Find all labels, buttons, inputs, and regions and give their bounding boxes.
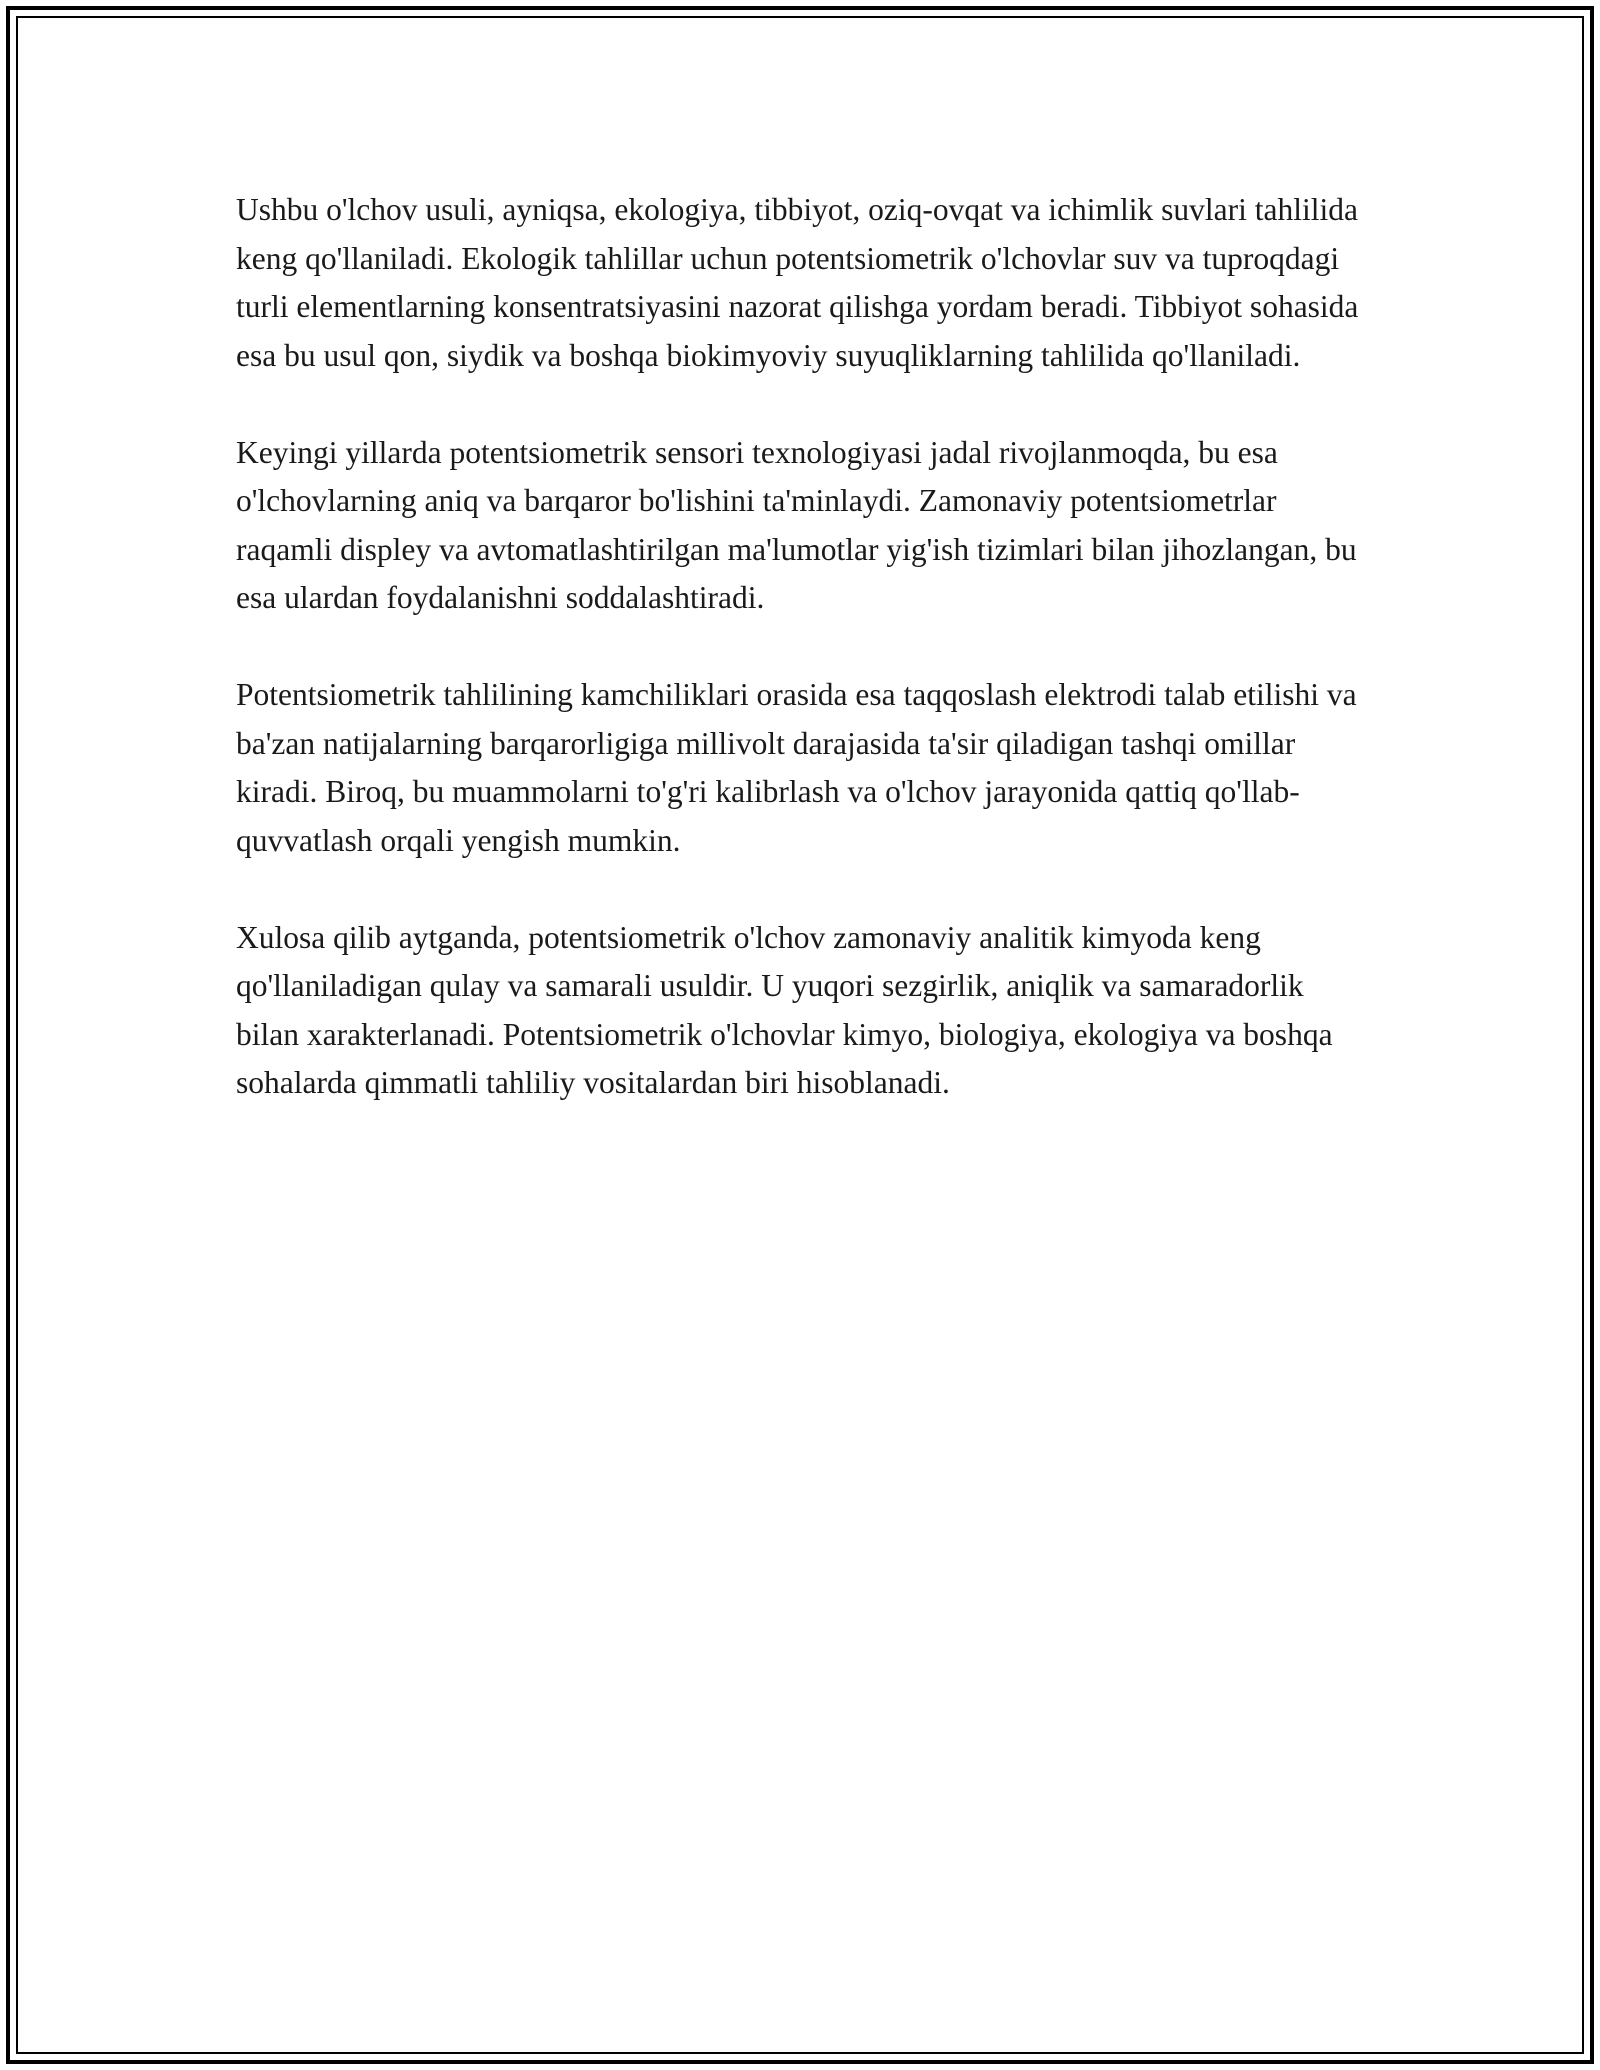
paragraph-3: Potentsiometrik tahlilining kamchiliklari orasida esa taqqoslash elektrodi talab etilishi va ba'zan natijalarning barqarorligiga millivolt darajasida ta'sir qiladigan tashqi omillar kiradi. Biroq, bu muammolarni to'g'ri kalibrlash va o'lchov jarayonida qattiq qo'llab-quvvatlash orqali yengish mumkin. — [236, 677, 1357, 858]
paragraph-4: Xulosa qilib aytganda, potentsiometrik o'lchov zamonaviy analitik kimyoda keng qo'llaniladigan qulay va samarali usuldir. U yuqori sezgirlik, aniqlik va samaradorlik bilan xarakterlanadi. Potentsiometrik o'lchovlar kimyo, biologiya, ekologiya va boshqa sohalarda qimmatli tahliliy vositalardan biri hisoblanadi. — [236, 919, 1333, 1100]
document-body — [236, 186, 1371, 1156]
paragraph-2: Keyingi yillarda potentsiometrik sensori texnologiyasi jadal rivojlanmoqda, bu esa o'lchovlarning aniq va barqaror bo'lishini ta'minlaydi. Zamonaviy potentsiometrlar raqamli displey va avtomatlashtirilgan ma'lumotlar yig'ish tizimlari bilan jihozlangan, bu esa ulardan foydalanishni soddalashtiradi. — [236, 434, 1357, 615]
paragraph-1: Ushbu o'lchov usuli, ayniqsa, ekologiya, tibbiyot, oziq-ovqat va ichimlik suvlari tahlilida keng qo'llaniladi. Ekologik tahlillar uchun potentsiometrik o'lchovlar suv va tuproqdagi turli elementlarning konsentratsiyasini nazorat qilishga yordam beradi. Tibbiyot sohasida esa bu usul qon, siydik va boshqa biokimyoviy suyuqliklarning tahlilida qo'llaniladi. — [236, 192, 1359, 373]
